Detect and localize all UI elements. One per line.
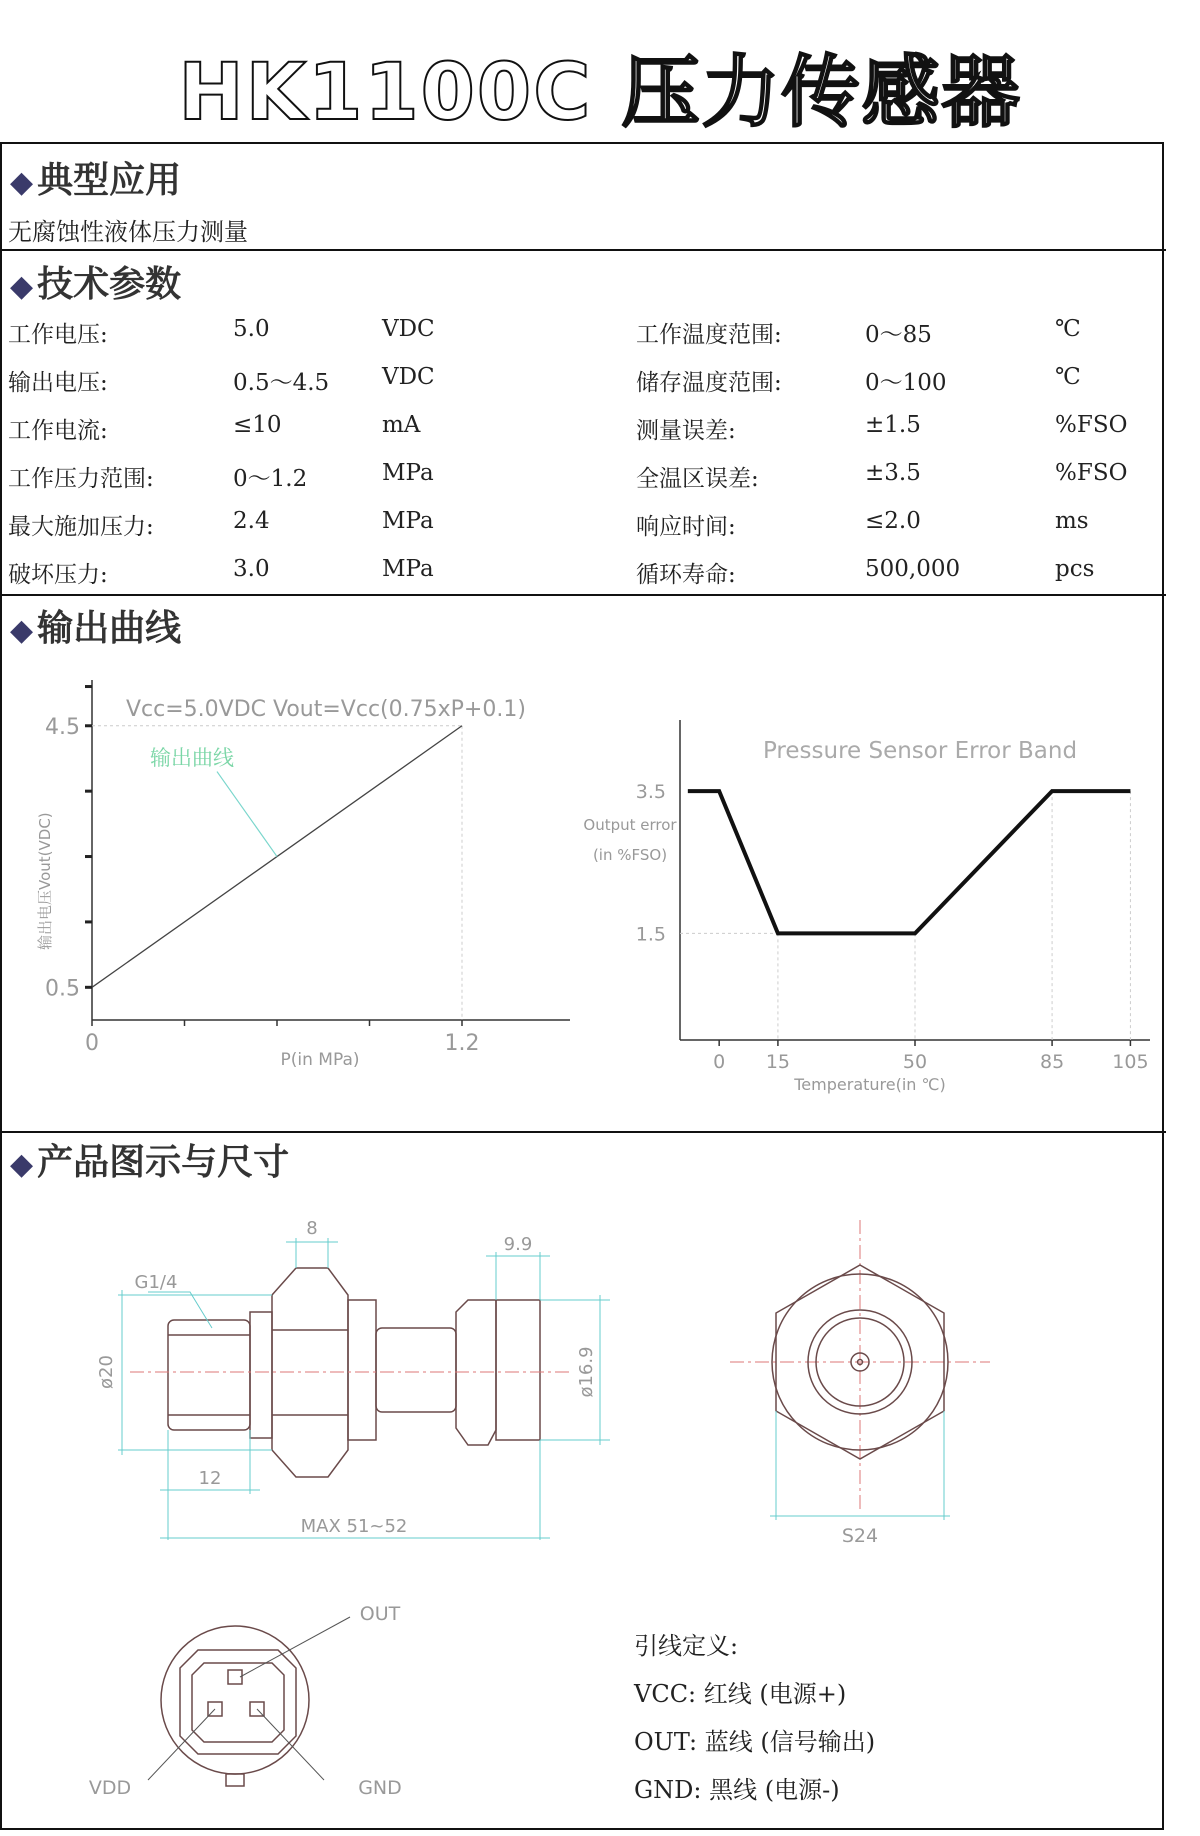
document-title: HK1100C 压力传感器: [178, 48, 1022, 138]
section-heading-curves: ◆ 输出曲线: [10, 608, 182, 649]
y-tick-label: 1.5: [635, 923, 666, 946]
x-axis-label: P(in MPa): [280, 1050, 360, 1070]
x-tick-label: 105: [1112, 1051, 1149, 1073]
dimension-label: 8: [306, 1218, 318, 1239]
chart-title: Pressure Sensor Error Band: [762, 738, 1078, 764]
diamond-bullet-icon: ◆: [10, 165, 34, 200]
y-axis-label: 输出电压Vout(VDC): [36, 812, 54, 950]
x-tick-label: 15: [765, 1051, 791, 1073]
spec-value: 0～85: [865, 322, 932, 348]
sensor-front-view-drawing: [710, 1220, 1010, 1550]
annotation-leader-line: [217, 772, 277, 857]
dimension-label: G1/4: [134, 1272, 178, 1293]
y-tick-label: 4.5: [45, 714, 80, 740]
diamond-bullet-icon: ◆: [10, 1147, 34, 1182]
spec-unit: MPa: [382, 460, 434, 486]
spec-unit: MPa: [382, 556, 434, 582]
spec-label: 工作压力范围:: [8, 466, 154, 492]
y-axis-label-line: Output error: [583, 816, 677, 834]
spec-unit: %FSO: [1055, 460, 1128, 486]
spec-unit: ms: [1055, 508, 1089, 534]
section-divider: [2, 1131, 1166, 1133]
spec-value: 2.4: [233, 508, 270, 534]
spec-value: 500,000: [865, 556, 961, 582]
spec-label: 测量误差:: [636, 418, 736, 444]
pin-label-out: OUT: [359, 1603, 401, 1625]
spec-value: ≤2.0: [865, 508, 921, 534]
section-divider: [2, 594, 1166, 596]
connector-pin-drawing: [80, 1590, 420, 1820]
guide-lines: [680, 791, 1130, 1046]
dimension-label: ø20: [96, 1355, 117, 1389]
spec-value: ≤10: [233, 412, 282, 438]
wiring-line: GND: 黑线 (电源-): [634, 1776, 840, 1804]
diamond-bullet-icon: ◆: [10, 613, 34, 648]
spec-label: 破坏压力:: [8, 562, 108, 588]
spec-value: 0～100: [865, 370, 947, 396]
x-ticks: [92, 1020, 462, 1026]
y-tick-label: 0.5: [45, 976, 80, 1002]
spec-value: 5.0: [233, 316, 270, 342]
spec-unit: ℃: [1055, 364, 1081, 390]
wiring-heading: 引线定义:: [634, 1632, 739, 1660]
spec-label: 工作温度范围:: [636, 322, 782, 348]
spec-value: 0～1.2: [233, 466, 308, 492]
spec-value: ±1.5: [865, 412, 921, 438]
pin-label-vdd: VDD: [88, 1777, 132, 1799]
spec-label: 循环寿命:: [636, 562, 736, 588]
curve-annotation-label: 输出曲线: [150, 746, 234, 770]
connector-outline: [161, 1626, 309, 1786]
output-curve-chart: [20, 680, 580, 1080]
diamond-bullet-icon: ◆: [10, 269, 34, 304]
spec-value: 0.5～4.5: [233, 370, 330, 396]
wiring-line: OUT: 蓝线 (信号输出): [634, 1728, 876, 1756]
dimension-label: S24: [841, 1525, 879, 1547]
section-divider: [2, 249, 1166, 251]
spec-value: ±3.5: [865, 460, 921, 486]
section-heading-dimensions: ◆ 产品图示与尺寸: [10, 1142, 290, 1183]
x-tick-label: 0: [713, 1051, 726, 1073]
error-band-chart: [570, 720, 1160, 1100]
dimension-label: 12: [198, 1468, 222, 1489]
x-tick-label: 85: [1039, 1051, 1065, 1073]
dimension-label: 9.9: [503, 1234, 533, 1255]
error-band-line: [688, 791, 1131, 933]
spec-label: 储存温度范围:: [636, 370, 782, 396]
spec-unit: mA: [382, 412, 421, 438]
x-tick-label: 1.2: [444, 1031, 480, 1056]
spec-label: 工作电压:: [8, 322, 108, 348]
spec-unit: ℃: [1055, 316, 1081, 342]
spec-label: 响应时间:: [636, 514, 736, 540]
x-axis-label: Temperature(in ℃): [794, 1075, 946, 1094]
dimension-label: ø16.9: [576, 1346, 597, 1398]
spec-label: 工作电流:: [8, 418, 108, 444]
x-tick-label: 0: [85, 1031, 99, 1056]
pin-leader-lines: [148, 1617, 350, 1780]
chart-title: Vcc=5.0VDC Vout=Vcc(0.75xP+0.1): [126, 697, 526, 722]
spec-unit: MPa: [382, 508, 434, 534]
section-heading-application: ◆ 典型应用: [10, 160, 182, 201]
dimension-label: MAX 51~52: [300, 1516, 408, 1537]
y-axis-label-line: (in %FSO): [592, 846, 668, 864]
y-tick-label: 3.5: [635, 781, 666, 804]
spec-label: 最大施加压力:: [8, 514, 154, 540]
spec-value: 3.0: [233, 556, 270, 582]
x-tick-label: 50: [902, 1051, 928, 1073]
spec-unit: %FSO: [1055, 412, 1128, 438]
spec-unit: VDC: [382, 316, 435, 342]
pin-label-gnd: GND: [358, 1777, 402, 1799]
y-ticks: [85, 687, 92, 988]
spec-unit: pcs: [1055, 556, 1095, 582]
wiring-line: VCC: 红线 (电源+): [634, 1680, 847, 1708]
spec-label: 全温区误差:: [636, 466, 759, 492]
spec-unit: VDC: [382, 364, 435, 390]
section-heading-specs: ◆ 技术参数: [10, 264, 182, 305]
sensor-side-view-drawing: [90, 1200, 630, 1540]
dimension-lines: [118, 1238, 610, 1540]
application-text: 无腐蚀性液体压力测量: [8, 218, 248, 246]
spec-label: 输出电压:: [8, 370, 108, 396]
